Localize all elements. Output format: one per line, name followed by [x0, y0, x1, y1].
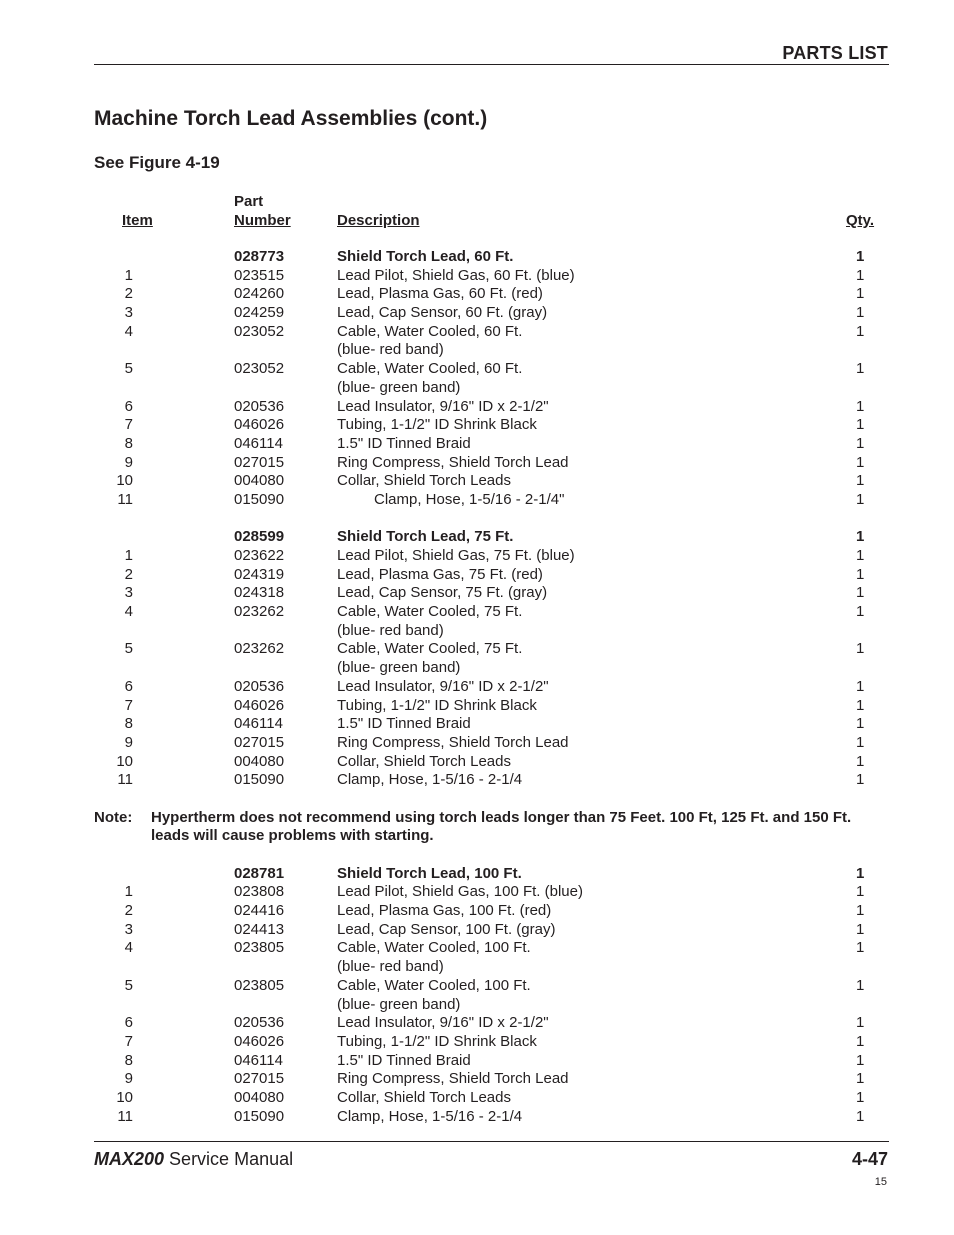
assembly-qty: 1	[856, 528, 865, 546]
part-qty: 1	[856, 1088, 865, 1106]
item-number: 7	[124, 696, 133, 714]
parts-row	[0, 902, 954, 921]
parts-row	[0, 398, 954, 417]
part-description: Lead, Plasma Gas, 60 Ft. (red)	[337, 285, 543, 303]
parts-row	[0, 939, 954, 958]
parts-row	[0, 323, 954, 342]
part-description: Lead Insulator, 9/16" ID x 2-1/2"	[337, 397, 549, 415]
part-qty: 1	[856, 360, 865, 378]
part-number: 004080	[234, 1088, 285, 1106]
part-qty: 1	[856, 285, 865, 303]
parts-row-continuation	[0, 379, 954, 398]
part-number: 024413	[234, 920, 285, 938]
part-qty: 1	[856, 920, 865, 938]
part-number: 020536	[234, 677, 285, 695]
item-number: 10	[116, 1088, 133, 1106]
part-description: Lead Pilot, Shield Gas, 75 Ft. (blue)	[337, 547, 575, 564]
parts-list	[0, 248, 954, 1126]
part-number: 046026	[234, 416, 285, 434]
part-qty: 1	[856, 547, 865, 564]
parts-row	[0, 921, 954, 940]
part-description: Cable, Water Cooled, 60 Ft.	[337, 322, 523, 340]
item-number: 9	[124, 733, 133, 751]
parts-row	[0, 715, 954, 734]
parts-row-continuation	[0, 659, 954, 678]
part-number: 024259	[234, 304, 285, 322]
parts-row	[0, 454, 954, 473]
column-header-description: Description	[337, 212, 420, 229]
part-qty: 1	[856, 883, 865, 901]
part-number: 024260	[234, 285, 285, 303]
parts-row	[0, 435, 954, 454]
part-number: 046114	[234, 715, 283, 733]
part-description: Collar, Shield Torch Leads	[337, 472, 511, 490]
item-number: 10	[116, 752, 133, 770]
part-number: 023052	[234, 322, 285, 340]
part-number: 004080	[234, 752, 285, 770]
parts-row	[0, 1014, 954, 1033]
part-description: 1.5" ID Tinned Braid	[337, 1051, 471, 1069]
part-number: 027015	[234, 453, 285, 471]
part-description: Lead Insulator, 9/16" ID x 2-1/2"	[337, 677, 549, 695]
part-description-continued: (blue- red band)	[337, 341, 444, 359]
parts-row	[0, 697, 954, 716]
part-description: Lead, Plasma Gas, 75 Ft. (red)	[337, 565, 543, 583]
part-qty: 1	[856, 677, 865, 695]
note-block	[0, 809, 954, 846]
item-number: 7	[124, 1032, 133, 1050]
part-number: 023805	[234, 976, 285, 994]
part-qty: 1	[856, 322, 865, 340]
part-description-continued: (blue- red band)	[337, 958, 444, 976]
part-qty: 1	[856, 771, 865, 789]
part-qty: 1	[856, 565, 865, 583]
group-spacer	[0, 510, 954, 529]
part-description: Cable, Water Cooled, 100 Ft.	[337, 976, 531, 994]
parts-row	[0, 753, 954, 772]
part-qty: 1	[856, 266, 865, 284]
parts-row	[0, 603, 954, 622]
part-description: Lead Insulator, 9/16" ID x 2-1/2"	[337, 1014, 549, 1032]
part-description: Collar, Shield Torch Leads	[337, 1088, 511, 1106]
part-description: 1.5" ID Tinned Braid	[337, 715, 471, 733]
parts-row	[0, 360, 954, 379]
part-qty: 1	[856, 434, 865, 452]
item-number: 3	[124, 920, 133, 938]
part-qty: 1	[856, 472, 865, 490]
part-qty: 1	[856, 490, 865, 508]
parts-row	[0, 584, 954, 603]
part-description: Lead, Cap Sensor, 75 Ft. (gray)	[337, 584, 548, 602]
part-qty: 1	[856, 1014, 865, 1032]
part-number: 023052	[234, 360, 285, 378]
parts-row	[0, 1108, 954, 1127]
part-number: 023262	[234, 640, 285, 658]
part-qty: 1	[856, 416, 865, 434]
part-number: 023805	[234, 939, 285, 957]
parts-row	[0, 1070, 954, 1089]
part-description-continued: (blue- green band)	[337, 659, 461, 677]
part-qty: 1	[856, 1051, 865, 1069]
part-description: Ring Compress, Shield Torch Lead	[337, 453, 569, 471]
part-qty: 1	[856, 696, 865, 714]
part-description: Lead, Cap Sensor, 100 Ft. (gray)	[337, 920, 556, 938]
model-name: MAX200	[94, 1149, 165, 1169]
figure-reference: See Figure 4-19	[94, 153, 220, 172]
item-number: 4	[124, 322, 133, 340]
part-description-continued: (blue- red band)	[337, 621, 444, 639]
part-description: Tubing, 1-1/2" ID Shrink Black	[337, 696, 537, 714]
part-number: 020536	[234, 1014, 285, 1032]
assembly-description: Shield Torch Lead, 75 Ft.	[337, 528, 514, 546]
assembly-description: Shield Torch Lead, 60 Ft.	[337, 248, 514, 265]
part-description: Tubing, 1-1/2" ID Shrink Black	[337, 416, 537, 434]
parts-row-continuation	[0, 341, 954, 360]
part-description: Tubing, 1-1/2" ID Shrink Black	[337, 1032, 537, 1050]
part-description: Cable, Water Cooled, 75 Ft.	[337, 640, 523, 658]
item-number: 8	[124, 715, 133, 733]
part-qty: 1	[856, 1032, 865, 1050]
item-number: 3	[124, 304, 133, 322]
part-qty: 1	[856, 1107, 865, 1125]
assembly-header-row	[0, 865, 954, 884]
item-number: 6	[124, 677, 133, 695]
part-description: Clamp, Hose, 1-5/16 - 2-1/4	[337, 771, 523, 789]
part-description-continued: (blue- green band)	[337, 378, 461, 396]
item-number: 3	[124, 584, 133, 602]
part-number: 023622	[234, 547, 285, 564]
part-description: Lead Pilot, Shield Gas, 60 Ft. (blue)	[337, 266, 575, 284]
parts-row	[0, 285, 954, 304]
part-qty: 1	[856, 397, 865, 415]
manual-name: Service Manual	[169, 1149, 294, 1169]
parts-row	[0, 883, 954, 902]
assembly-header-row	[0, 528, 954, 547]
part-qty: 1	[856, 584, 865, 602]
item-number: 9	[124, 1070, 133, 1088]
item-number: 4	[124, 603, 133, 621]
part-number: 024319	[234, 565, 285, 583]
column-header-item: Item	[122, 212, 153, 229]
part-number: 046026	[234, 696, 285, 714]
top-divider	[94, 64, 889, 65]
column-header-part-number: Part Number	[234, 193, 291, 229]
item-number: 2	[124, 902, 133, 920]
item-number: 11	[117, 490, 133, 508]
assembly-description: Shield Torch Lead, 100 Ft.	[337, 864, 522, 882]
item-number: 5	[124, 360, 133, 378]
item-number: 1	[124, 266, 133, 284]
item-number: 5	[124, 976, 133, 994]
parts-row-continuation	[0, 958, 954, 977]
part-number: 027015	[234, 733, 285, 751]
item-number: 11	[117, 771, 133, 789]
item-number: 8	[124, 434, 133, 452]
part-qty: 1	[856, 603, 865, 621]
part-description: Lead, Plasma Gas, 100 Ft. (red)	[337, 902, 552, 920]
parts-row-continuation	[0, 996, 954, 1015]
parts-row	[0, 547, 954, 566]
part-description: Ring Compress, Shield Torch Lead	[337, 1070, 569, 1088]
bottom-divider	[94, 1141, 889, 1142]
part-number: 046114	[234, 434, 283, 452]
part-number: 023515	[234, 266, 285, 284]
item-number: 1	[124, 547, 133, 564]
part-qty: 1	[856, 976, 865, 994]
parts-row	[0, 640, 954, 659]
item-number: 6	[124, 397, 133, 415]
sheet-index: 15	[874, 1176, 887, 1188]
part-number: 023808	[234, 883, 285, 901]
part-qty: 1	[856, 752, 865, 770]
part-number: 015090	[234, 771, 285, 789]
part-description: Cable, Water Cooled, 100 Ft.	[337, 939, 531, 957]
parts-row	[0, 491, 954, 510]
assembly-qty: 1	[856, 864, 865, 882]
part-description: Clamp, Hose, 1-5/16 - 2-1/4"	[374, 490, 565, 508]
part-qty: 1	[856, 715, 865, 733]
parts-row	[0, 267, 954, 286]
item-number: 8	[124, 1051, 133, 1069]
part-number: 023262	[234, 603, 285, 621]
section-header-label: PARTS LIST	[782, 43, 888, 63]
part-number: 015090	[234, 490, 285, 508]
part-number: 020536	[234, 397, 285, 415]
part-number: 015090	[234, 1107, 285, 1125]
parts-row	[0, 472, 954, 491]
part-qty: 1	[856, 640, 865, 658]
part-qty: 1	[856, 453, 865, 471]
item-number: 2	[124, 285, 133, 303]
part-qty: 1	[856, 1070, 865, 1088]
parts-row	[0, 1089, 954, 1108]
item-number: 10	[116, 472, 133, 490]
note-text: Hypertherm does not recommend using torch leads longer than 75 Feet. 100 Ft, 125 Ft. and 150 Ft. leads will cause problems with starting.	[151, 808, 852, 845]
part-description-continued: (blue- green band)	[337, 995, 461, 1013]
part-number: 046026	[234, 1032, 285, 1050]
page-title: Machine Torch Lead Assemblies (cont.)	[94, 107, 488, 130]
footer-manual-title	[94, 1149, 293, 1170]
parts-row	[0, 304, 954, 323]
parts-row	[0, 734, 954, 753]
part-description: Collar, Shield Torch Leads	[337, 752, 511, 770]
parts-row	[0, 416, 954, 435]
parts-row-continuation	[0, 622, 954, 641]
part-description: Clamp, Hose, 1-5/16 - 2-1/4	[337, 1107, 523, 1125]
parts-row	[0, 1052, 954, 1071]
item-number: 6	[124, 1014, 133, 1032]
part-description: Cable, Water Cooled, 60 Ft.	[337, 360, 523, 378]
parts-row	[0, 771, 954, 790]
item-number: 1	[124, 883, 133, 901]
note-label: Note:	[94, 808, 133, 826]
parts-row	[0, 566, 954, 585]
part-number: 024318	[234, 584, 285, 602]
item-number: 11	[117, 1107, 133, 1125]
part-description: Ring Compress, Shield Torch Lead	[337, 733, 569, 751]
group-spacer	[0, 846, 954, 865]
part-number: 027015	[234, 1070, 285, 1088]
part-number: 046114	[234, 1051, 283, 1069]
column-header-qty: Qty.	[846, 212, 875, 229]
group-spacer	[0, 790, 954, 809]
item-number: 5	[124, 640, 133, 658]
parts-row	[0, 1033, 954, 1052]
part-description: Cable, Water Cooled, 75 Ft.	[337, 603, 523, 621]
part-qty: 1	[856, 733, 865, 751]
part-qty: 1	[856, 304, 865, 322]
part-qty: 1	[856, 939, 865, 957]
part-description: Lead, Cap Sensor, 60 Ft. (gray)	[337, 304, 548, 322]
assembly-part-number: 028773	[234, 248, 285, 265]
item-number: 2	[124, 565, 133, 583]
parts-row	[0, 678, 954, 697]
assembly-part-number: 028599	[234, 528, 285, 546]
item-number: 7	[124, 416, 133, 434]
part-description: 1.5" ID Tinned Braid	[337, 434, 471, 452]
page-number: 4-47	[851, 1149, 888, 1169]
item-number: 9	[124, 453, 133, 471]
parts-row	[0, 977, 954, 996]
part-description: Lead Pilot, Shield Gas, 100 Ft. (blue)	[337, 883, 583, 901]
part-number: 004080	[234, 472, 285, 490]
part-number: 024416	[234, 902, 285, 920]
assembly-part-number: 028781	[234, 864, 285, 882]
assembly-header-row	[0, 248, 954, 267]
part-qty: 1	[856, 902, 865, 920]
assembly-qty: 1	[856, 248, 865, 265]
item-number: 4	[124, 939, 133, 957]
